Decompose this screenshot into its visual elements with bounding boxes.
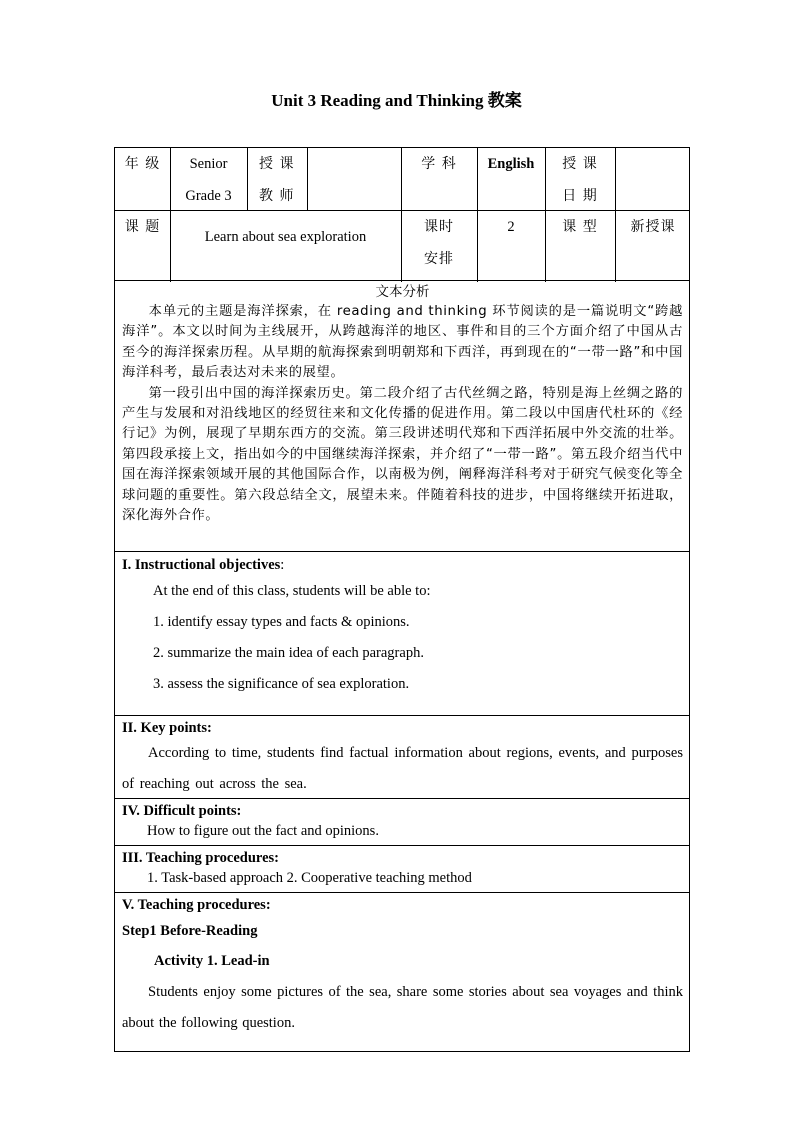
grade-value: [170, 148, 247, 212]
key-points-heading: II. Key points:: [122, 720, 212, 736]
date-label-line2: 日 期: [562, 188, 598, 204]
teacher-label-line1: 授 课: [259, 156, 295, 172]
procedures-activity: Activity 1. Lead-in: [154, 953, 270, 969]
difficult-points-text: How to figure out the fact and opinions.: [147, 823, 379, 839]
text-analysis-paragraph-2: 第一段引出中国的海洋探索历史。第二段介绍了古代丝绸之路，特别是海上丝绸之路的产生与发展和对沿线地区的经贸往来和文化传播的促进作用。第二段以中国唐代杜环的《经行记》为例，展现了早期东西方的交流。第三段讲述明代郑和下西洋拓展中外交流的壮举。第四段承接上文，指出如今的中国继续海洋探索，并介绍了“一带一路”。第五段介绍当代中国在海洋探索领域开展的其他国际合作，以南极为例，阐释海洋科考对于研究气候变化等全球问题的重要性。第六段总结全文，展望未来。伴随着科技的进步，中国将继续开拓进取，深化海外合作。: [122, 385, 683, 524]
objective-item-1: 1. identify essay types and facts & opinions.: [153, 614, 410, 630]
subject-label: 学 科: [421, 156, 457, 172]
date-label-line1: 授 课: [562, 156, 598, 172]
key-points-text: According to time, students find factual information about regions, events, and purposes of reaching out across the sea.: [122, 745, 683, 792]
text-analysis-heading: 文本分析: [375, 284, 430, 300]
procedures-step: Step1 Before-Reading: [122, 923, 258, 939]
difficult-points-section: [114, 799, 690, 846]
topic-label: 课 题: [124, 219, 161, 235]
objectives-heading-text: I. Instructional objectives: [122, 557, 281, 573]
hours-label-line1: 课时: [424, 219, 454, 235]
procedures-heading: V. Teaching procedures:: [122, 897, 271, 913]
topic-value: Learn about sea exploration: [204, 229, 367, 245]
col-divider: [247, 148, 248, 210]
grade-value-line2: Grade 3: [185, 188, 232, 204]
objective-item-3: 3. assess the significance of sea exploration.: [153, 676, 410, 692]
date-label: [545, 148, 615, 212]
procedures-section: [114, 893, 690, 1052]
lesson-info-table: [114, 147, 690, 281]
difficult-points-heading: IV. Difficult points:: [122, 803, 242, 819]
hours-label: [401, 211, 477, 275]
type-label: 课 型: [562, 219, 598, 235]
teacher-label-line2: 教 师: [259, 188, 295, 204]
teaching-methods-section: [114, 846, 690, 893]
type-value: 新授课: [630, 219, 676, 235]
objectives-heading: I. Instructional objectives:: [122, 557, 285, 573]
objectives-section: [114, 552, 690, 716]
page-title: Unit 3 Reading and Thinking 教案: [271, 91, 522, 110]
teaching-methods-text: 1. Task-based approach 2. Cooperative teaching method: [147, 870, 472, 886]
col-divider: [307, 148, 308, 210]
objective-item-2: 2. summarize the main idea of each paragraph.: [153, 645, 424, 661]
hours-label-line2: 安排: [424, 251, 454, 267]
text-analysis-paragraph-1: 本单元的主题是海洋探索，在 reading and thinking 环节阅读的是一篇说明文“跨越海洋”。本文以时间为主线展开，从跨越海洋的地区、事件和目的三个方面介绍了中国从古至今的海洋探索历程。从早期的航海探索到明朝郑和下西洋，再到现在的“一带一路”和中国海洋科考，最后表达对未来的展望。: [122, 304, 683, 381]
objectives-intro: At the end of this class, students will be able to:: [153, 583, 431, 599]
teaching-methods-heading: III. Teaching procedures:: [122, 850, 279, 866]
hours-value: 2: [507, 219, 515, 235]
grade-label: 年 级: [124, 156, 161, 172]
subject-value: English: [487, 156, 535, 172]
teacher-label: [259, 148, 307, 212]
key-points-section: [114, 716, 690, 799]
procedures-text: Students enjoy some pictures of the sea, share some stories about sea voyages and think about the following question.: [122, 984, 683, 1031]
grade-value-line1: Senior: [189, 156, 228, 172]
text-analysis-section: [114, 281, 690, 552]
